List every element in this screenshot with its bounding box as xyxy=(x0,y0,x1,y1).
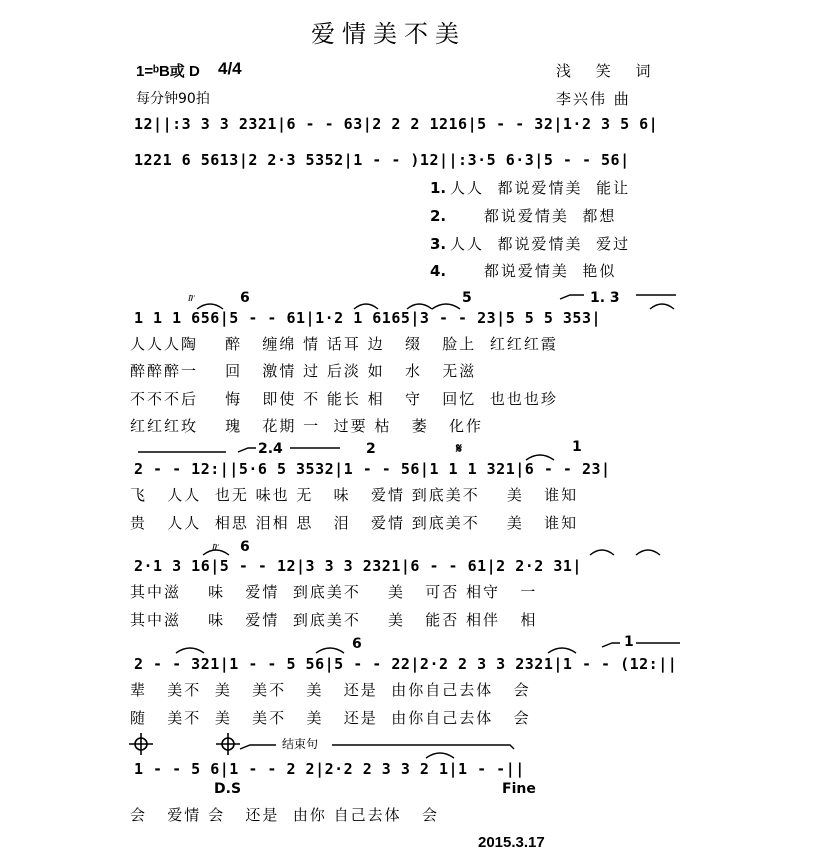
notation-row-2: 1221 6 5613|2 2·3 5352|1 - - )12||:3·5 6·3|5 - - 56| xyxy=(134,151,630,169)
verse-intro-4: 都说爱情美 艳似 xyxy=(450,262,617,280)
triplet-mark-2: 2 xyxy=(366,441,376,457)
triplet-mark-6: 6 xyxy=(240,290,250,306)
slur-1 xyxy=(197,304,223,309)
segno-mark: 𝄋 xyxy=(456,441,463,457)
triplet-mark-1: 1 xyxy=(572,439,582,455)
volta-1-label: 1 xyxy=(624,634,634,650)
verse-intro-3: 人人 都说爱情美 爱过 xyxy=(450,235,631,253)
triplet-mark-5: 5 xyxy=(462,290,472,306)
slur-9 xyxy=(636,550,660,555)
verse-intro-2: 都说爱情美 都想 xyxy=(450,207,617,225)
volta-2-4-label: 2.4 xyxy=(258,441,283,457)
notation-row-4: 2 - - 12:||5·6 5 3532|1 - - 56|1 1 1 321|6 - - 23| xyxy=(134,460,611,478)
volta-1-3-label: 1. 3 xyxy=(590,290,620,306)
slur-7 xyxy=(203,550,229,555)
verse-number-3: 3. xyxy=(430,235,447,253)
lyrics-b-1: 飞 人人 也无 味也 无 味 爱情 到底美不 美 谁知 xyxy=(130,486,579,504)
ending-phrase-label: 结束句 xyxy=(282,737,319,751)
notation-row-1: 12||:3 3 3 2321|6 - - 63|2 2 2 1216|5 - - 32|1·2 3 5 6| xyxy=(134,115,659,133)
slur-5 xyxy=(650,304,674,309)
composer-credit: 李兴伟 曲 xyxy=(556,90,631,108)
trill-mark-2: 𝆖 xyxy=(212,539,219,553)
verse-intro-1: 人人 都说爱情美 能让 xyxy=(450,179,631,197)
lyrics-final: 会 爱情 会 还是 由你 自己去体 会 xyxy=(130,806,439,824)
slur-4 xyxy=(432,304,460,309)
verse-number-2: 2. xyxy=(430,207,447,225)
time-signature: 4/4 xyxy=(218,59,242,78)
lyricist-credit: 浅 笑 词 xyxy=(556,62,653,80)
slur-2 xyxy=(354,304,378,309)
fine-marking: Fine xyxy=(502,781,536,797)
lyrics-a-1: 人人人陶 醉 缠绵 情 话耳 边 缀 脸上 红红红霞 xyxy=(130,335,558,353)
trill-mark-1: 𝆖 xyxy=(188,290,195,304)
lyrics-a-4: 红红红玫 瑰 花期 一 过要 枯 萎 化作 xyxy=(130,417,484,435)
verse-number-1: 1. xyxy=(430,179,447,197)
ds-marking: D.S xyxy=(214,781,242,797)
slur-11 xyxy=(316,648,344,653)
volta-bracket-1-3 xyxy=(560,295,584,299)
lyrics-a-3: 不不不后 悔 即使 不 能长 相 守 回忆 也也也珍 xyxy=(130,390,558,408)
lyrics-d-1: 辈 美不 美 美不 美 还是 由你自己去体 会 xyxy=(130,681,531,699)
volta-bracket-2-4 xyxy=(238,448,256,452)
slur-6 xyxy=(526,455,554,460)
notation-row-3: 1 1 1 656|5 - - 61|1·2 1 6165|3 - - 23|5 5 5 353| xyxy=(134,309,602,327)
lyrics-d-2: 随 美不 美 美不 美 还是 由你自己去体 会 xyxy=(130,709,531,727)
volta-bracket-1 xyxy=(602,643,620,647)
song-title: 爱情美不美 xyxy=(311,20,466,48)
lyrics-b-2: 贵 人人 相思 泪相 思 泪 爱情 到底美不 美 谁知 xyxy=(130,514,579,532)
notation-row-5: 2·1 3 16|5 - - 12|3 3 3 2321|6 - - 61|2 2·2 31| xyxy=(134,557,582,575)
composition-date: 2015.3.17 xyxy=(478,834,545,851)
triplet-mark-6b: 6 xyxy=(240,539,250,555)
ending-bracket xyxy=(240,745,276,749)
notation-row-6: 2 - - 321|1 - - 5 56|5 - - 22|2·2 2 3 3 2321|1 - - (12:|| xyxy=(134,655,678,673)
tempo-marking: 每分钟90拍 xyxy=(136,91,210,107)
slur-3 xyxy=(407,304,432,309)
slur-13 xyxy=(426,753,454,758)
lyrics-a-2: 醉醉醉一 回 激情 过 后淡 如 水 无滋 xyxy=(130,362,477,380)
lyrics-c-2: 其中滋 味 爱情 到底美不 美 能否 相伴 相 xyxy=(130,611,538,629)
slur-12 xyxy=(548,648,576,653)
verse-number-4: 4. xyxy=(430,262,447,280)
slur-10 xyxy=(176,648,204,653)
notation-row-7: 1 - - 5 6|1 - - 2 2|2·2 2 3 3 2 1|1 - -|| xyxy=(134,760,525,778)
ending-bracket-tail xyxy=(332,745,514,749)
triplet-mark-6c: 6 xyxy=(352,636,362,652)
lyrics-c-1: 其中滋 味 爱情 到底美不 美 可否 相守 一 xyxy=(130,583,538,601)
slur-8 xyxy=(590,550,614,555)
key-signature: 1=ᵇB或 D xyxy=(136,63,200,80)
